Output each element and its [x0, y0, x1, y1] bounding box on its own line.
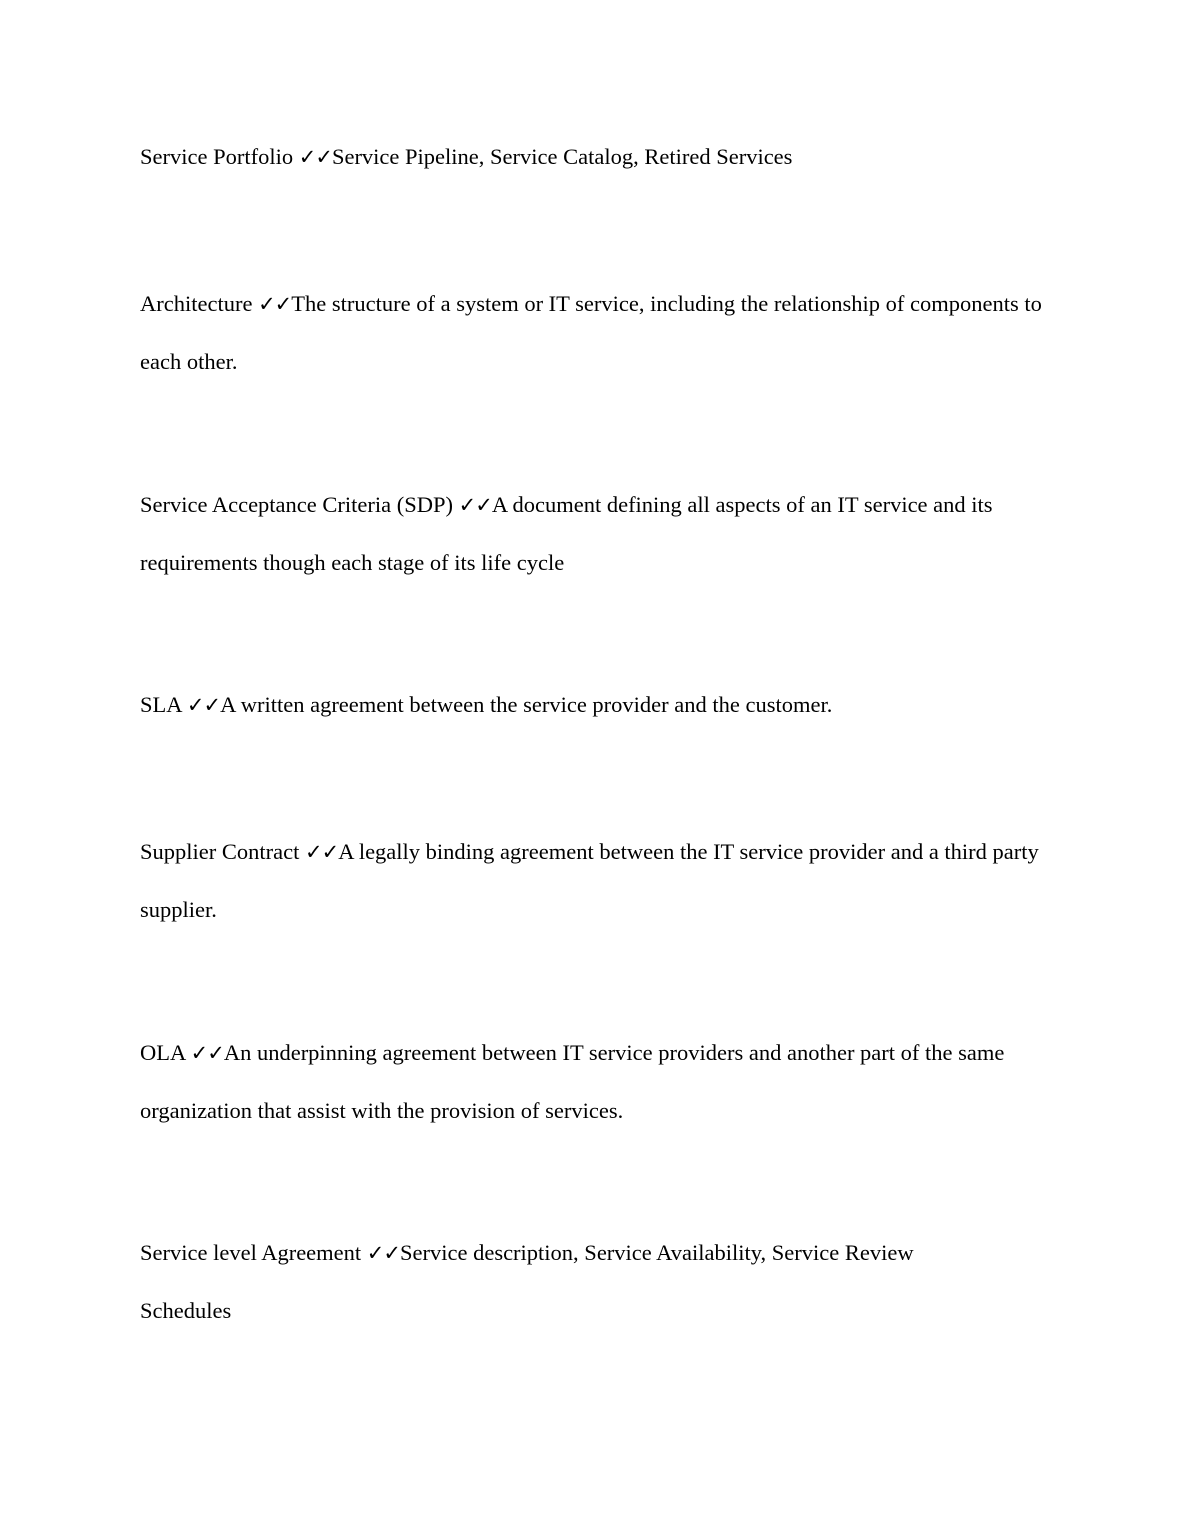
double-check-icon: ✓✓: [298, 145, 332, 169]
entry-definition: A written agreement between the service provider and the customer.: [220, 692, 833, 717]
double-check-icon: ✓✓: [258, 292, 292, 316]
entry-definition: A legally binding agreement between the IT service provider and a third party supplier.: [140, 839, 1039, 922]
entry-term: Architecture: [140, 291, 253, 316]
entry-term: Service Portfolio: [140, 144, 294, 169]
entry-service-portfolio: [140, 128, 1055, 186]
entry-sla: [140, 676, 1055, 734]
entry-term: OLA: [140, 1040, 185, 1065]
entry-definition: An underpinning agreement between IT service providers and another part of the same organization that assist with the provision of services.: [140, 1040, 1005, 1123]
entry-term: Supplier Contract: [140, 839, 300, 864]
entry-definition: Service Pipeline, Service Catalog, Retired Services: [331, 144, 793, 169]
entry-architecture: [140, 275, 1055, 391]
double-check-icon: ✓✓: [458, 493, 492, 517]
entry-supplier-contract: [140, 823, 1055, 939]
entry-term: Service level Agreement: [140, 1240, 362, 1265]
double-check-icon: ✓✓: [304, 840, 339, 864]
entry-definition: The structure of a system or IT service, including the relationship of components to each other.: [140, 291, 1042, 374]
double-check-icon: ✓✓: [190, 1041, 224, 1065]
entry-service-level-agreement: [140, 1224, 970, 1340]
entry-definition: A document defining all aspects of an IT service and its requirements though each stage of its life cycle: [140, 492, 993, 575]
entry-definition: Service description, Service Availability, Service Review Schedules: [140, 1240, 914, 1323]
entry-ola: [140, 1024, 1055, 1140]
entry-term: SLA: [140, 692, 182, 717]
entry-term: Service Acceptance Criteria (SDP): [140, 492, 454, 517]
entry-service-acceptance-criteria: [140, 476, 1055, 592]
double-check-icon: ✓✓: [186, 693, 221, 717]
double-check-icon: ✓✓: [366, 1241, 400, 1265]
